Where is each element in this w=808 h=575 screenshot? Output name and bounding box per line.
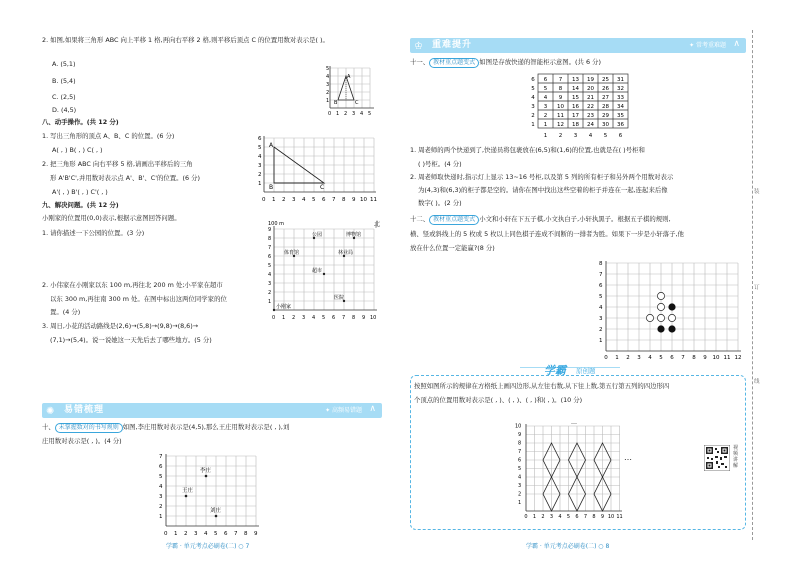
sec12-tag: 教材重点题变式 [429,215,479,225]
map-xtick: 8 [352,315,356,321]
cabinet-cell: 22 [587,104,594,110]
cabinet-xtick: 5 [603,133,608,139]
place-home: 小刚家 [276,304,292,310]
map-xtick: 6 [332,315,336,321]
abc-xtick: 3 [292,197,296,203]
cabinet-cell: 33 [617,95,624,101]
side-mark-xian: 线 [754,379,760,385]
village-liu: 刘庄 [210,508,222,514]
cabinet-cell: 10 [557,104,564,110]
sec11-text: 如图是存放快递的智能柜示意图。(共 6 分) [479,58,601,66]
go-xtick: 0 [604,355,608,360]
lightbulb-icon: ✺ [46,406,55,417]
sec11-q2-line1: 2. 周老师取快递时,指示灯上显示 13~16 号柜,以及第 5 列的所有柜子和另外两个用数对表示 [410,173,674,181]
go-xtick: 1 [615,355,619,360]
cabinet-ytick: 2 [531,113,535,119]
cabinet-cell: 20 [587,86,594,92]
small-label-a: A [347,74,351,80]
small-xtick: 4 [360,111,364,117]
diamond-xtick: 2 [541,514,545,520]
go-ytick: 8 [599,261,603,267]
diamond-xtick: 8 [592,514,596,520]
map-ytick: 5 [268,263,272,269]
sec12-text1: 小文和小轩在下五子棋,小文执白子,小轩执黑子。根据五子棋的规则, [479,215,671,223]
banner-error-title: 易错梳理 [64,405,105,415]
sec9-q2-line1: 2. 小伟家在小刚家以东 100 m,再往北 200 m 处;小平家在超市 [42,281,223,289]
q2-option-a[interactable]: A. (5,1) [52,60,76,68]
map-unit: 100 m [268,221,285,227]
diamond-dots-top: … [571,419,577,426]
cabinet-cell: 31 [617,77,624,83]
go-xtick: 11 [723,355,731,360]
white-stone [657,292,664,299]
cabinet-cell: 28 [602,104,609,110]
q2-option-d[interactable]: D. (4,5) [52,106,77,114]
diamond-ytick: 6 [518,457,522,464]
sec11-num: 十一、 [410,58,430,66]
map-xtick: 4 [312,315,316,321]
cabinet-xtick: 1 [543,133,548,139]
map-xtick: 9 [362,315,366,321]
village-ytick: 4 [159,484,163,490]
map-ytick: 4 [268,272,272,278]
abc-ytick: 5 [258,145,262,151]
small-label-c: C [355,100,359,106]
map-ytick: 3 [268,281,272,287]
cabinet-cell: 3 [543,104,548,110]
diamond-ytick: 10 [515,423,522,430]
footer-right: 学霸 · 单元考点必刷卷(二) ○ 8 [526,543,610,550]
binding-line [752,30,753,540]
go-xtick: 9 [703,355,707,360]
sec9-q3-line2: (7,1)→(5,4)。说一说她这一天先后去了哪些地方。(5 分) [50,336,212,344]
diamond-xtick: 4 [558,514,562,520]
white-stone [668,314,675,321]
cabinet-cell: 14 [572,86,579,92]
village-xtick: 8 [244,531,248,537]
go-xtick: 4 [648,355,652,360]
sec11-tag: 教材重点题变式 [429,58,479,68]
cabinet-cell: 24 [587,122,594,128]
white-stone [646,314,653,321]
village-xtick: 0 [164,531,168,537]
sec8-title: 八、动手操作。(共 12 分) [42,118,119,126]
cabinet-cell: 27 [602,95,609,101]
cabinet-xtick: 3 [573,133,578,139]
small-xtick: 3 [352,111,356,117]
cabinet-cell: 17 [572,113,579,119]
small-xtick: 0 [328,111,332,117]
small-ytick: 1 [326,98,330,104]
abc-xtick: 11 [370,197,377,203]
sec9-title: 九、解决问题。(共 12 分) [42,201,119,209]
cabinet-cell: 23 [587,113,594,119]
sec12-line1 [410,215,671,225]
cabinet-cell: 7 [558,77,563,83]
cabinet-cell: 34 [617,104,624,110]
place-forestry: 林业局 [338,250,354,256]
sec10-line1 [42,423,289,433]
go-ytick: 3 [599,316,603,322]
black-stone [657,325,664,332]
cabinet-cell: 15 [572,95,579,101]
village-ytick: 2 [159,504,163,510]
cabinet-cell: 19 [587,77,594,83]
abc-xtick: 5 [312,197,316,203]
cabinet-cell: 8 [558,86,563,92]
village-xtick: 6 [224,531,228,537]
diamond-xtick: 11 [616,514,623,520]
diamond-xtick: 7 [583,514,588,520]
map-xtick: 7 [342,315,346,321]
abc-ytick: 6 [258,136,262,142]
village-wang: 王庄 [182,488,194,494]
sec12-line3: 放在什么位置一定能赢?(8 分) [410,244,495,252]
abc-xtick: 0 [262,197,266,203]
cabinet-ytick: 1 [531,122,535,128]
village-xtick: 9 [254,531,258,537]
small-xtick: 5 [368,111,372,117]
village-xtick: 4 [204,531,208,537]
sec8-q1: 1. 写出三角形的顶点 A、B、C 的位置。(6 分) [42,132,175,140]
diamond-ytick: 4 [518,474,522,481]
diamond-grid [514,418,626,520]
diamond-dots-right: … [624,453,632,462]
q2-option-b[interactable]: B. (5,4) [52,77,76,85]
map-ytick: 9 [268,227,272,233]
cabinet-cell: 1 [543,122,548,128]
village-ytick: 7 [159,454,163,460]
go-ytick: 1 [599,338,603,344]
cabinet-cell: 30 [602,122,609,128]
map-xtick: 10 [370,315,377,321]
footer-left: 学霸 · 单元考点必刷卷(二) ○ 7 [166,543,250,550]
diamond-ytick: 7 [518,449,522,455]
sec10-num: 十、 [42,423,55,431]
go-ytick: 4 [599,305,603,311]
diamond-ytick: 9 [518,432,522,438]
abc-xtick: 8 [342,197,346,203]
diamond-ytick: 5 [518,466,522,472]
abc-xtick: 9 [352,197,356,203]
go-ytick: 6 [599,283,603,289]
place-hospital: 医院 [334,295,345,301]
sec9-intro: 小刚家的位置用(0,0)表示,根据示意图回答问题。 [42,214,181,222]
cabinet-cell: 21 [587,95,594,101]
map-ytick: 6 [268,254,272,260]
village-ytick: 6 [159,464,163,470]
banner-error-review [42,403,382,418]
diamond-ytick: 8 [518,440,522,447]
abc-grid-chart [256,134,380,206]
banner-key-right: ✦ 常考重难题 [689,42,726,49]
abc-label-a: A [269,142,274,149]
go-xtick: 5 [659,355,663,360]
sec11-q2-line3: 数字( )。(2 分) [418,199,462,207]
diamond-ytick: 3 [518,483,522,489]
village-xtick: 3 [194,531,198,537]
sec11-q2-line2: 为(4,3)和(6,3)的柜子都是空的。请你在图中找出这些空着的柜子并连在一起,连起来后像 [418,186,668,194]
place-supermarket: 超市 [312,268,323,274]
village-xtick: 2 [184,531,188,537]
cabinet-cell: 4 [543,95,548,101]
side-mark-ding: 订 [754,285,760,291]
abc-xtick: 6 [322,197,326,203]
village-ytick: 3 [159,494,163,500]
map-chart [262,220,386,324]
place-gym: 体育馆 [284,250,300,256]
q2-stem: 2. 如图,如果将三角形 ABC 向上平移 1 格,再向右平移 2 格,则平移后顶点 C 的位置用数对表示是( )。 [42,36,329,44]
cabinet-ytick: 5 [531,86,535,92]
cabinet-ytick: 3 [531,104,535,110]
banner-original-word: 学霸 [544,364,566,377]
diamond-xtick: 3 [549,514,554,520]
q2-option-c[interactable]: C. (2,5) [52,93,76,101]
abc-xtick: 2 [282,197,286,203]
go-ytick: 7 [599,272,603,278]
village-chart [154,452,264,538]
go-xtick: 12 [734,355,742,360]
sec9-q2-line3: 置。(4 分) [50,308,81,316]
trophy-icon: ♔ [414,41,423,52]
abc-label-b: B [269,184,274,191]
banner-key-title: 重难提升 [432,40,473,50]
sec10-tag: 未掌握数对的书写规则 [55,423,123,433]
white-stone [657,303,664,310]
gomoku-board [596,258,746,360]
cabinet-cell: 32 [617,86,624,92]
abc-ytick: 4 [258,154,262,160]
banner-key-improve [410,38,746,53]
map-xtick: 1 [282,315,286,321]
map-xtick: 3 [302,315,306,321]
village-li: 李庄 [200,468,212,474]
map-ytick: 7 [268,245,272,251]
cabinet-cell: 35 [617,113,624,119]
chevron-up-icon[interactable]: ∧ [733,39,740,49]
white-stone [657,314,664,321]
qr-caption: 视频讲解 [733,445,739,469]
abc-ytick: 3 [258,163,262,169]
sec8-q2-line2: 形 A'B'C',并用数对表示点 A'、B'、C'的位置。(6 分) [50,174,201,182]
small-triangle-chart [326,64,378,120]
cabinet-cell: 9 [558,95,563,101]
black-stone [668,303,675,310]
go-xtick: 7 [681,355,685,360]
cabinet-cell: 16 [572,104,579,110]
sec10-line2: 庄用数对表示是( , )。(4 分) [42,437,122,445]
abc-xtick: 1 [272,197,276,203]
go-xtick: 8 [692,355,696,360]
cabinet-cell: 2 [543,113,548,119]
map-xtick: 0 [272,315,276,321]
diamond-xtick: 6 [575,514,579,520]
sec9-q1: 1. 请你描述一下公园的位置。(3 分) [42,229,145,237]
banner-original-sub: 原创题 [576,367,596,375]
sec12-num: 十二、 [410,215,430,223]
cabinet-cell: 26 [602,86,609,92]
sec11-line [410,58,601,68]
sec9-q2-line2: 以东 300 m,再往南 300 m 处。在图中标出这两位同学家的位 [50,295,227,303]
abc-label-c: C [320,184,325,191]
cabinet-cell: 25 [602,77,609,83]
map-ytick: 2 [268,290,272,296]
sec9-q3-line1: 3. 周日,小花的活动路线是(2,6)→(5,8)→(9,8)→(8,6)→ [42,322,199,330]
abc-ytick: 1 [258,181,262,187]
sec11-q1-line1: 1. 周老师的两个快递到了,快递员将包裹放在(6,5)和(1,6)的位置,也就是在( )号柜和 [410,146,645,154]
small-xtick: 2 [344,111,348,117]
cabinet-cell: 6 [543,77,548,83]
cabinet-xtick: 4 [588,133,593,139]
diamond-xtick: 10 [607,514,615,520]
small-ytick: 2 [326,90,330,96]
go-xtick: 2 [626,355,630,360]
cabinet-cell: 18 [572,122,579,128]
orig-line1: 按照如图所示的规律在方格纸上画四边形,从左往右数,从下往上数,第五行第五列的四边形四 [414,382,670,390]
abc-xtick: 7 [332,197,336,203]
go-xtick: 3 [637,355,641,360]
village-ytick: 1 [159,514,163,520]
go-xtick: 10 [712,355,720,360]
cabinet-cell: 12 [557,122,564,128]
map-ytick: 8 [268,236,272,242]
diamond-xtick: 0 [524,514,528,520]
village-ytick: 5 [159,474,163,480]
orig-line2: 个顶点的位置用数对表示是( , )、( , )、( , )和( , )。(10 分) [414,396,583,404]
go-ytick: 5 [599,294,603,300]
go-ytick: 2 [599,327,603,333]
abc-xtick: 10 [360,197,367,203]
sec8-q1-blanks[interactable]: A( , ) B( , ) C( , ) [52,146,103,154]
cabinet-cell: 29 [602,113,609,119]
sec8-q2-blanks[interactable]: A'( , ) B'( , ) C'( , ) [52,188,108,196]
qr-code-icon[interactable] [704,445,730,471]
small-ytick: 3 [326,82,330,88]
black-stone [668,325,675,332]
cabinet-table [528,72,632,142]
small-xtick: 1 [336,111,340,117]
place-museum: 博物馆 [346,232,362,238]
sec8-q2-line1: 2. 把三角形 ABC 向右平移 5 格,请画出平移后的三角 [42,160,193,168]
small-label-b: B [334,100,338,106]
diamond-xtick: 1 [532,514,537,520]
banner-error-right: ✦ 高频易错题 [325,407,362,414]
sec12-line2: 横、竖或斜线上的 5 枚或 5 枚以上同色棋子连成不间断的一排者为胜。如果下一步是小轩落子,他 [410,230,684,238]
side-mark-zhuang: 装 [754,189,760,195]
village-xtick: 5 [214,531,218,537]
diamond-ytick: 2 [518,491,522,498]
diamond-ytick: 1 [518,500,522,506]
cabinet-ytick: 6 [531,77,535,83]
north-label: 北 [374,221,381,228]
abc-xtick: 4 [302,197,306,203]
go-xtick: 6 [670,355,674,360]
cabinet-cell: 36 [617,122,624,128]
cabinet-ytick: 4 [531,95,535,101]
cabinet-cell: 5 [543,86,548,92]
cabinet-cell: 11 [557,113,564,119]
sec10-text1: 如图,李庄用数对表示是(4,5),那么王庄用数对表示是( , ),刘 [122,423,290,431]
map-ytick: 1 [268,299,272,305]
map-xtick: 5 [322,315,326,321]
small-ytick: 4 [326,74,330,80]
small-ytick: 5 [326,66,330,72]
village-xtick: 7 [234,531,238,537]
chevron-up-icon[interactable]: ∧ [369,404,376,414]
diamond-xtick: 9 [600,514,605,520]
abc-ytick: 2 [258,172,262,178]
place-park: 公园 [312,232,323,238]
diamond-xtick: 5 [566,514,571,520]
sec11-q1-line2: ( )号柜。(4 分) [418,160,462,168]
map-xtick: 2 [292,315,296,321]
cabinet-xtick: 6 [618,133,623,139]
cabinet-xtick: 2 [558,133,563,139]
cabinet-cell: 13 [572,77,579,83]
village-xtick: 1 [174,531,178,537]
